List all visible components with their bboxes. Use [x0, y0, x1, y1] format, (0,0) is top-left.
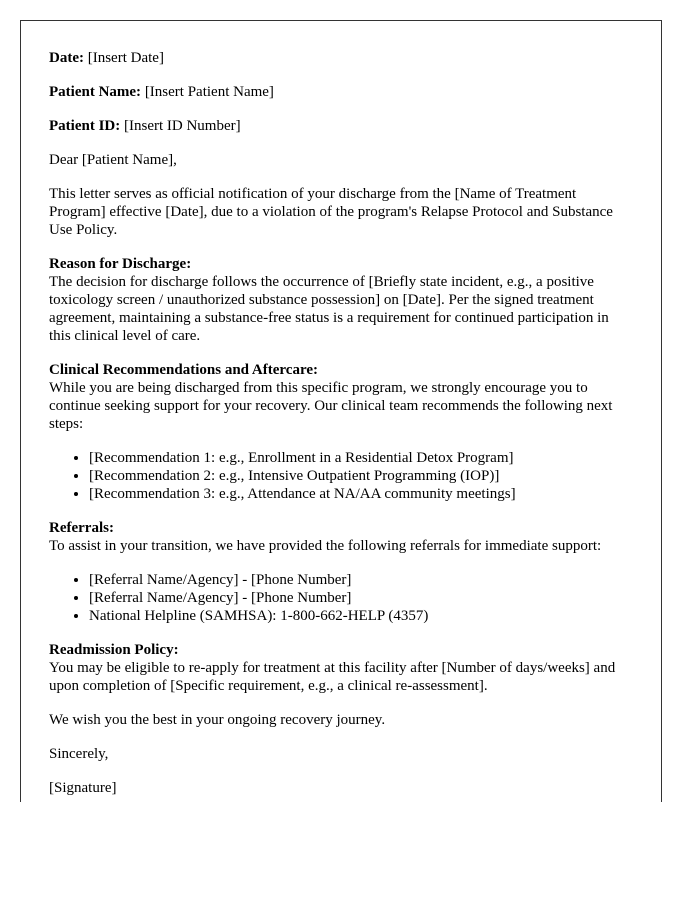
patient-name-label: Patient Name: [49, 84, 142, 100]
readmission-section [49, 641, 633, 695]
date-value: [Insert Date] [87, 50, 164, 66]
referrals-text: To assist in your transition, we have provided the following referrals for immediate support: [49, 538, 602, 554]
signature: [Signature] [49, 780, 117, 796]
readmission-text: You may be eligible to re-apply for treatment at this facility after [Number of days/weeks] and upon completion of [Specific requirement, e.g., a clinical re-assessment]. [49, 660, 616, 694]
patient-name-line [49, 83, 633, 101]
patient-id-line [49, 117, 633, 135]
clinical-section [49, 361, 633, 433]
discharge-letter [20, 20, 662, 802]
readmission-heading: Readmission Policy: [49, 642, 179, 658]
patient-id-label: Patient ID: [49, 118, 121, 134]
clinical-text: While you are being discharged from this specific program, we strongly encourage you to continue seeking support for your recovery. Our clinical team recommends the following next steps: [49, 380, 613, 432]
list-item: • [Recommendation 1: e.g., Enrollment in a Residential Detox Program] [89, 449, 633, 467]
list-item: • [Referral Name/Agency] - [Phone Number] [89, 589, 633, 607]
list-item: • [Recommendation 2: e.g., Intensive Outpatient Programming (IOP)] [89, 467, 633, 485]
salutation: Dear [Patient Name], [49, 152, 177, 168]
clinical-heading: Clinical Recommendations and Aftercare: [49, 362, 318, 378]
reason-section [49, 255, 633, 345]
patient-name-value: [Insert Patient Name] [144, 84, 274, 100]
list-item: • [Recommendation 3: e.g., Attendance at NA/AA community meetings] [89, 485, 633, 503]
date-line [49, 49, 633, 67]
reason-text: The decision for discharge follows the occurrence of [Briefly state incident, e.g., a positive toxicology screen / unauthorized substance possession] on [Date]. Per the signed treatment agreement, maintaining a substance-free status is a requirement for continued participation in this clinical level of care. [49, 274, 609, 344]
signoff: Sincerely, [49, 746, 109, 762]
closing-line: We wish you the best in your ongoing recovery journey. [49, 712, 386, 728]
date-label: Date: [49, 50, 84, 66]
intro-paragraph: This letter serves as official notification of your discharge from the [Name of Treatment Program] effective [Date], due to a violation of the program's Relapse Protocol and Substance Use Policy. [49, 186, 613, 238]
reason-heading: Reason for Discharge: [49, 256, 192, 272]
referral-list [49, 571, 633, 625]
patient-id-value: [Insert ID Number] [124, 118, 241, 134]
list-item: • [Referral Name/Agency] - [Phone Number] [89, 571, 633, 589]
referrals-heading: Referrals: [49, 520, 114, 536]
list-item: • National Helpline (SAMHSA): 1-800-662-HELP (4357) [89, 607, 633, 625]
recommendation-list [49, 449, 633, 503]
referrals-section [49, 519, 633, 555]
